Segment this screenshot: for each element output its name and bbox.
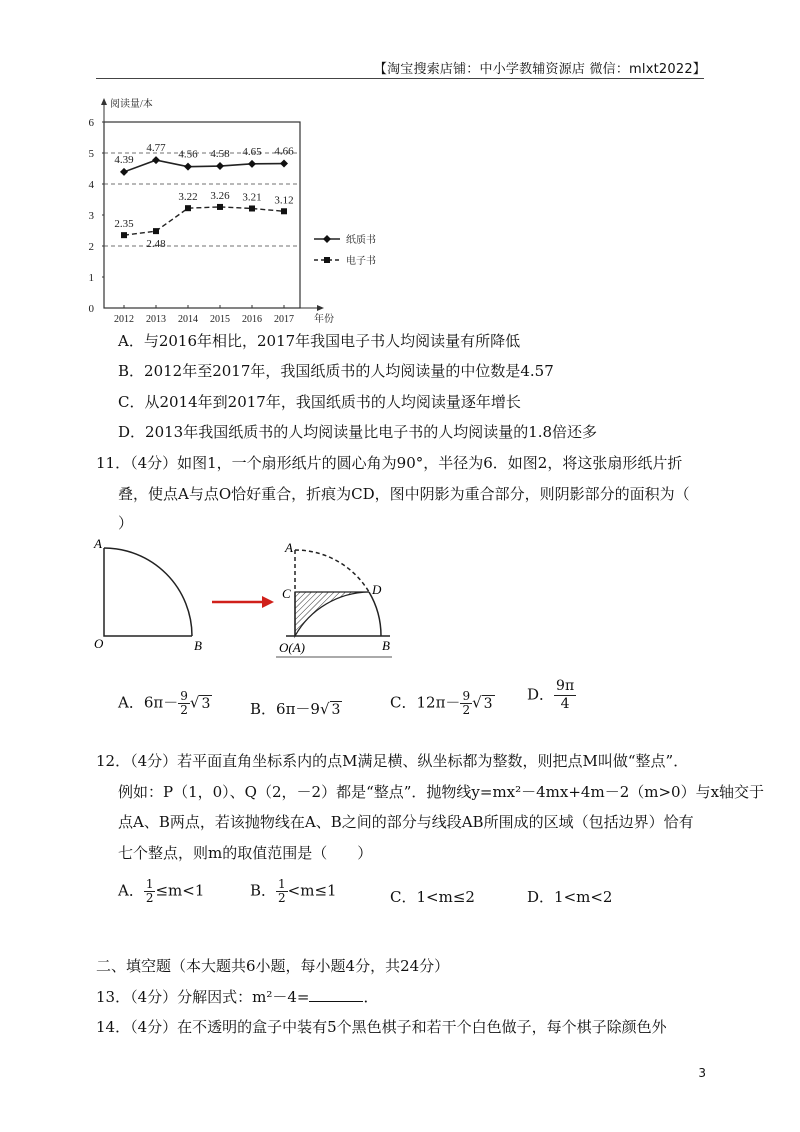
fig1-label-a: A <box>94 536 102 551</box>
q11-option-d: D． $\frac{9\pi}{4}$ <box>527 678 575 712</box>
series-ebook-label: 2.35 <box>114 218 134 231</box>
q10-option-a: A．与2016年相比，2017年我国电子书人均阅读量有所降低 <box>118 332 521 350</box>
red-arrow <box>212 596 274 608</box>
y-tick-label: 5 <box>88 148 94 160</box>
q12-stem-line2: 例如：P（1，0）、Q（2，－2）都是“整点”．抛物线y=mx²－4mx+4m－2（m>0）与x轴交于 <box>118 783 765 801</box>
q12-stem-line3: 点A、B两点，若该抛物线在A、B之间的部分与线段AB所围成的区域（包括边界）恰有 <box>118 813 694 831</box>
series-ebook-point <box>185 205 191 211</box>
x-tick-label: 2016 <box>242 314 262 325</box>
series-ebook-label: 3.21 <box>242 191 262 204</box>
y-axis-arrow <box>101 98 107 105</box>
series-ebook-line <box>124 207 284 235</box>
series-paper-label: 4.77 <box>146 142 166 155</box>
x-tick-label: 2017 <box>274 314 294 325</box>
series-paper-point <box>152 156 160 164</box>
legend-ebook-marker <box>324 257 330 263</box>
q12-option-a: A． $\frac{1}{2}$ ≤m<1 <box>118 877 205 905</box>
fig2-label-d: D <box>372 582 382 597</box>
q12-stem-line4: 七个整点，则m的取值范围是（ ） <box>118 844 373 862</box>
fig1-label-o: O <box>94 636 104 651</box>
x-axis-label: 年份 <box>314 314 334 325</box>
legend-ebook-label: 电子书 <box>346 256 376 267</box>
header-divider <box>96 78 704 79</box>
series-ebook-label: 3.26 <box>210 189 230 202</box>
q12-option-d: D．1<m<2 <box>527 888 613 906</box>
series-ebook-label: 2.48 <box>146 238 166 251</box>
series-ebook-point <box>249 205 255 211</box>
x-axis-arrow <box>317 305 324 311</box>
series-ebook-point <box>153 228 159 234</box>
q10-option-c: C．从2014年到2017年，我国纸质书的人均阅读量逐年增长 <box>118 393 521 411</box>
reading-chart <box>88 96 388 326</box>
figure-1 <box>93 536 202 653</box>
q12-stem-line1: 12．（4分）若平面直角坐标系内的点M满足横、纵坐标都为整数，则把点M叫做“整点”． <box>96 752 689 770</box>
series-paper-label: 4.66 <box>274 145 294 158</box>
fig1-radii <box>104 548 192 636</box>
series-paper-label: 4.56 <box>178 148 198 161</box>
series-paper-label: 4.39 <box>114 153 134 166</box>
q11-stem-line1: 11．（4分）如图1，一个扇形纸片的圆心角为90°，半径为6．如图2，将这张扇形纸片折 <box>96 454 683 472</box>
y-tick-label: 6 <box>88 117 94 129</box>
q11-option-a: A．6π－ $\frac{9}{2}$ √ 3 <box>118 689 211 717</box>
series-paper-point <box>280 160 288 168</box>
fig1-arc <box>104 548 192 636</box>
q11-figures <box>90 536 400 664</box>
series-paper-point <box>216 162 224 170</box>
q13-answer-blank <box>309 987 363 1002</box>
y-tick-label: 4 <box>88 179 94 191</box>
series-paper-point <box>184 163 192 171</box>
page-number: 3 <box>698 1066 706 1080</box>
shaded-region <box>295 592 369 636</box>
x-tick-label: 2013 <box>146 314 166 325</box>
x-tick-label: 2012 <box>114 314 134 325</box>
series-paper-line <box>124 160 284 172</box>
q11-stem-line3: ） <box>118 514 134 532</box>
q11-option-c: C．12π－ $\frac{9}{2}$ √ 3 <box>390 689 493 717</box>
y-axis-label: 阅读量/本 <box>110 99 153 110</box>
series-paper-point <box>120 168 128 176</box>
q14-stem-line1: 14．（4分）在不透明的盒子中装有5个黑色棋子和若干个白色做子，每个棋子除颜色外 <box>96 1018 667 1036</box>
series-ebook-label: 3.22 <box>178 191 198 204</box>
q10-option-d: D．2013年我国纸质书的人均阅读量比电子书的人均阅读量的1.8倍还多 <box>118 423 598 441</box>
y-tick-label: 1 <box>88 272 94 284</box>
q10-option-b: B．2012年至2017年，我国纸质书的人均阅读量的中位数是4.57 <box>118 362 554 380</box>
q11-option-b: B．6π－9√ 3 <box>250 700 341 718</box>
y-tick-label: 2 <box>88 241 94 253</box>
series-ebook-point <box>121 232 127 238</box>
series-paper-label: 4.58 <box>210 148 230 161</box>
y-tick-label: 3 <box>88 210 94 222</box>
series-paper-label: 4.65 <box>242 145 262 158</box>
fig1-label-b: B <box>194 638 202 653</box>
figure-2 <box>276 540 392 657</box>
q12-option-c: C．1<m≤2 <box>390 888 475 906</box>
fig2-label-b: B <box>382 638 390 653</box>
series-paper-point <box>248 160 256 168</box>
x-tick-label: 2015 <box>210 314 230 325</box>
y-tick-label: 0 <box>88 303 94 315</box>
section-2-title: 二、填空题（本大题共6小题，每小题4分，共24分） <box>96 957 450 975</box>
q12-option-b: B． $\frac{1}{2}$ <m≤1 <box>250 877 337 905</box>
page-header: 【淘宝搜索店铺：中小学教辅资源店 微信：mlxt2022】 <box>373 62 706 77</box>
fig2-label-a: A <box>285 540 293 555</box>
legend-paper-marker <box>323 235 331 243</box>
q11-stem-line2: 叠，使点A与点O恰好重合，折痕为CD，图中阴影为重合部分，则阴影部分的面积为（ <box>118 485 690 503</box>
fig2-label-oa: O(A) <box>279 640 305 655</box>
fig2-label-c: C <box>282 586 291 601</box>
chart-frame <box>104 122 300 308</box>
series-ebook-point <box>281 208 287 214</box>
series-ebook-label: 3.12 <box>274 194 294 207</box>
legend-paper-label: 纸质书 <box>346 235 376 246</box>
series-ebook-point <box>217 204 223 210</box>
x-tick-label: 2014 <box>178 314 198 325</box>
q13-stem: 13．（4分）分解因式：m²－4= ． <box>96 988 379 1006</box>
